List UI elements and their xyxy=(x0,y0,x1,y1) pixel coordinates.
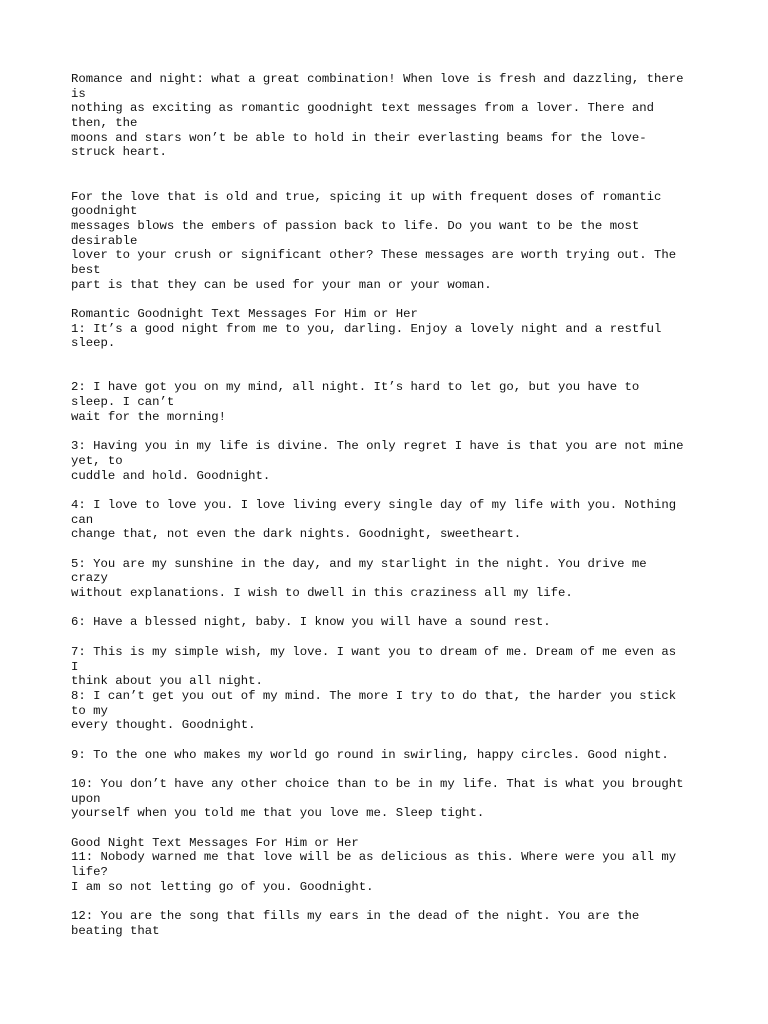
text-line: can xyxy=(71,512,94,527)
text-line: best xyxy=(71,262,101,277)
text-line: cuddle and hold. Goodnight. xyxy=(71,468,271,483)
text-line xyxy=(71,733,711,748)
text-line: 9: To the one who makes my world go round in swirling, happy circles. Good night. xyxy=(71,747,669,762)
text-line: I xyxy=(71,659,79,674)
text-line xyxy=(71,630,711,645)
text-line: 1: It’s a good night from me to you, darling. Enjoy a lovely night and a restful xyxy=(71,321,662,336)
text-line: yet, to xyxy=(71,453,123,468)
text-line: Romance and night: what a great combination! When love is fresh and dazzling, there xyxy=(71,72,684,86)
text-line: think about you all night. xyxy=(71,674,263,689)
text-line xyxy=(71,292,711,307)
text-line xyxy=(71,160,711,175)
text-line: to my xyxy=(71,703,108,718)
text-line: Romantic Goodnight Text Messages For Him or Her xyxy=(71,307,418,321)
text-line: 3: Having you in my life is divine. The only regret I have is that you are not mine xyxy=(71,439,684,454)
text-line: 8: I can’t get you out of my mind. The more I try to do that, the harder you stick xyxy=(71,688,677,703)
text-line xyxy=(71,425,711,440)
text-line: lover to your crush or significant other? These messages are worth trying out. The xyxy=(71,248,677,263)
text-line xyxy=(71,366,711,381)
text-line xyxy=(71,542,711,557)
text-line: yourself when you told me that you love me. Sleep tight. xyxy=(71,806,485,821)
text-line xyxy=(71,762,711,777)
text-line: moons and stars won’t be able to hold in their everlasting beams for the love- xyxy=(71,130,647,145)
text-line xyxy=(71,895,711,910)
text-line: 5: You are my sunshine in the day, and my starlight in the night. You drive me xyxy=(71,556,647,571)
text-line: Good Night Text Messages For Him or Her xyxy=(71,835,359,850)
text-line xyxy=(71,175,711,190)
text-line: 11: Nobody warned me that love will be as delicious as this. Where were you all my xyxy=(71,850,677,865)
text-line: nothing as exciting as romantic goodnight text messages from a lover. There and xyxy=(71,101,654,116)
text-line: beating that xyxy=(71,923,160,938)
text-line: every thought. Goodnight. xyxy=(71,718,256,733)
text-line: is xyxy=(71,86,86,101)
text-line: without explanations. I wish to dwell in this craziness all my life. xyxy=(71,586,573,601)
text-line: sleep. xyxy=(71,336,116,351)
text-line xyxy=(71,483,711,498)
text-line: 12: You are the song that fills my ears in the dead of the night. You are the xyxy=(71,909,640,924)
text-line: I am so not letting go of you. Goodnight. xyxy=(71,879,374,894)
text-line: then, the xyxy=(71,116,138,131)
text-line: 10: You don’t have any other choice than to be in my life. That is what you brought xyxy=(71,777,684,791)
text-line: crazy xyxy=(71,571,108,586)
text-line: sleep. I can’t xyxy=(71,395,175,410)
text-line: goodnight xyxy=(71,204,138,219)
text-line: upon xyxy=(71,791,101,806)
text-line xyxy=(71,821,711,836)
text-line xyxy=(71,351,711,366)
text-line: For the love that is old and true, spicing it up with frequent doses of romantic xyxy=(71,189,662,204)
text-line: change that, not even the dark nights. Goodnight, sweetheart. xyxy=(71,527,522,542)
text-line: 6: Have a blessed night, baby. I know you will have a sound rest. xyxy=(71,615,551,630)
text-line: messages blows the embers of passion back to life. Do you want to be the most xyxy=(71,218,640,233)
text-line: 4: I love to love you. I love living every single day of my life with you. Nothing xyxy=(71,497,677,512)
text-line: struck heart. xyxy=(71,145,167,160)
text-line: desirable xyxy=(71,233,138,248)
text-line: 2: I have got you on my mind, all night. It’s hard to let go, but you have to xyxy=(71,380,640,395)
document-body xyxy=(71,72,711,939)
text-line: part is that they can be used for your man or your woman. xyxy=(71,277,492,292)
text-line: 7: This is my simple wish, my love. I want you to dream of me. Dream of me even as xyxy=(71,644,677,659)
text-line: life? xyxy=(71,865,108,880)
text-line xyxy=(71,601,711,616)
text-line: wait for the morning! xyxy=(71,409,226,424)
